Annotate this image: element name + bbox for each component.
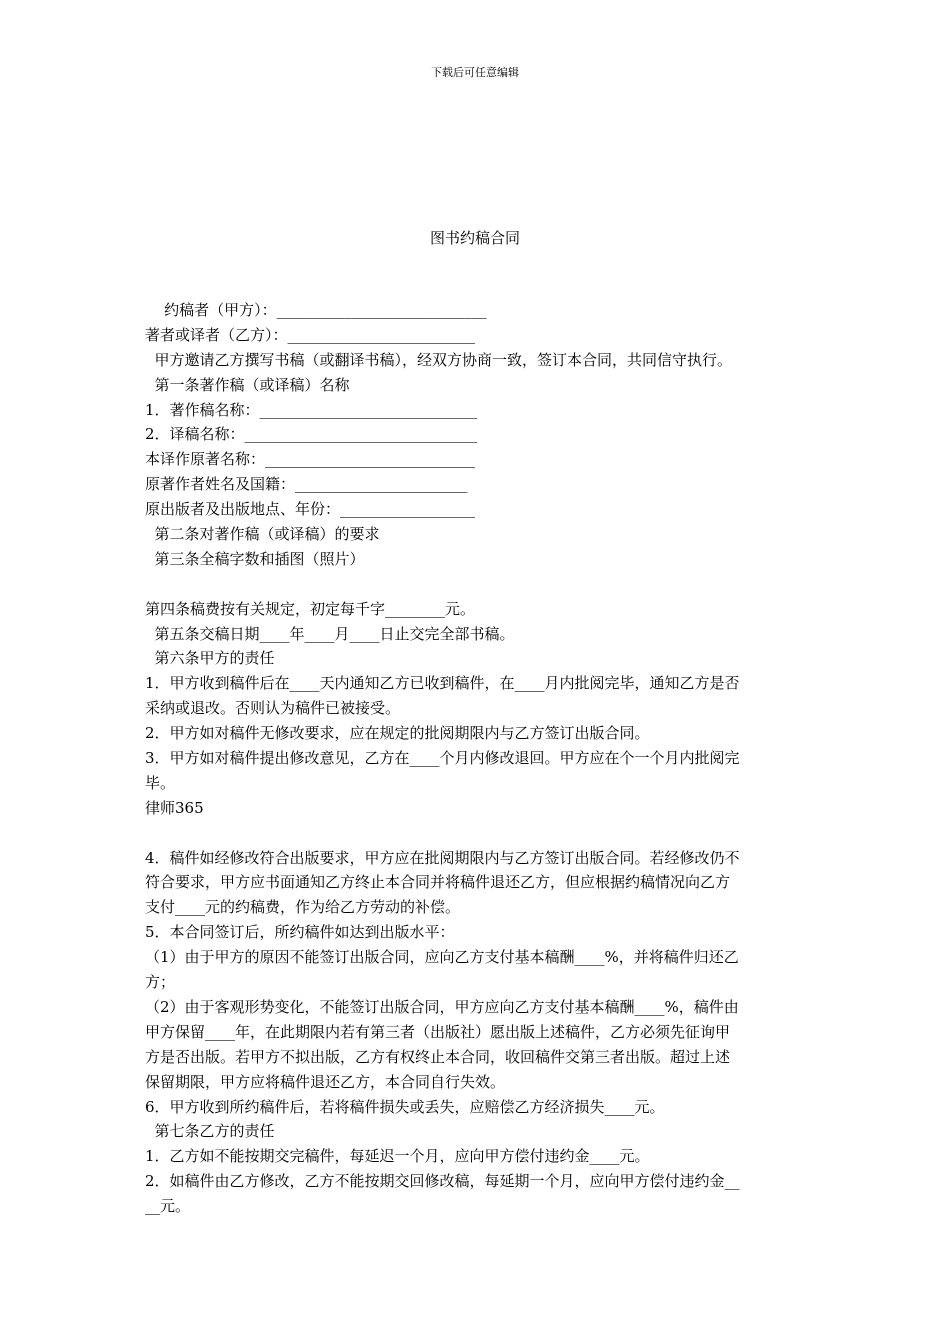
text-line: 2．甲方如对稿件无修改要求，应在规定的批阅期限内与乙方签订出版合同。: [145, 724, 650, 743]
text-line: 第六条甲方的责任: [145, 649, 275, 668]
text-line: 著者或译者（乙方）：_________________________: [145, 325, 476, 344]
text-line: 原出版者及出版地点、年份：__________________: [145, 500, 476, 519]
text-line: 第二条对著作稿（或译稿）的要求: [145, 525, 380, 544]
text-line: （2）由于客观形势变化，不能签订出版合同，甲方应向乙方支付基本稿酬____%，稿件由: [145, 997, 739, 1016]
text-line: 采纳或退改。否则认为稿件已被接受。: [145, 699, 401, 718]
text-line: 1．甲方收到稿件后在____天内通知乙方已收到稿件，在____月内批阅完毕，通知乙方是否: [145, 674, 740, 693]
text-line: 6．甲方收到所约稿件后，若将稿件损失或丢失，应赔偿乙方经济损失____元。: [145, 1097, 665, 1116]
text-line: 支付____元的约稿费，作为给乙方劳动的补偿。: [145, 898, 461, 917]
text-line: 律师365: [145, 798, 204, 817]
document-title: 图书约稿合同: [429, 229, 520, 247]
text-line: 约稿者（甲方）：____________________________: [145, 301, 487, 319]
text-line: 第四条稿费按有关规定，初定每千字________元。: [145, 599, 476, 618]
text-line: （1）由于甲方的原因不能签订出版合同，应向乙方支付基本稿酬____%，并将稿件归还乙: [145, 948, 739, 967]
text-line: 本译作原著名称：____________________________: [145, 450, 476, 469]
text-line: 2．译稿名称：_______________________________: [145, 425, 478, 444]
text-line: 4．稿件如经修改符合出版要求，甲方应在批阅期限内与乙方签订出版合同。若经修改仍不: [145, 848, 740, 867]
blank-line: [145, 572, 810, 597]
text-line: 5．本合同签订后，所约稿件如达到出版水平：: [145, 923, 455, 942]
text-line: 方是否出版。若甲方不拟出版，乙方有权终止本合同，收回稿件交第三者出版。超过上述: [145, 1047, 731, 1066]
header-note: 下载后可任意编辑: [431, 66, 519, 79]
text-line: 3．甲方如对稿件提出修改意见，乙方在____个月内修改退回。甲方应在个一个月内批阅完: [145, 749, 740, 768]
text-line: 方；: [145, 973, 176, 992]
blank-line: [145, 821, 810, 846]
text-line: 第三条全稿字数和插图（照片）: [145, 549, 365, 568]
text-line: 1．著作稿名称：_____________________________: [145, 400, 478, 419]
text-line: 甲方邀请乙方撰写书稿（或翻译书稿），经双方协商一致，签订本合同，共同信守执行。: [145, 350, 733, 369]
document-body: [145, 298, 810, 1219]
text-line: 甲方保留____年，在此期限内若有第三者（出版社）愿出版上述稿件，乙方必须先征询甲: [145, 1022, 731, 1041]
text-line: __元。: [145, 1197, 191, 1216]
text-line: 第五条交稿日期____年____月____日止交完全部书稿。: [145, 624, 515, 643]
text-line: 符合要求，甲方应书面通知乙方终止本合同并将稿件退还乙方，但应根据约稿情况向乙方: [145, 873, 731, 892]
text-line: 2．如稿件由乙方修改，乙方不能按期交回修改稿，每延期一个月，应向甲方偿付违约金__: [145, 1172, 740, 1191]
text-line: 第一条著作稿（或译稿）名称: [145, 375, 350, 394]
text-line: 1．乙方如不能按期交完稿件，每延迟一个月，应向甲方偿付违约金____元。: [145, 1147, 650, 1166]
text-line: 保留期限，甲方应将稿件退还乙方，本合同自行失效。: [145, 1072, 506, 1091]
text-line: 原著作者姓名及国籍：_______________________: [145, 475, 468, 494]
text-line: 毕。: [145, 773, 176, 792]
text-line: 第七条乙方的责任: [145, 1122, 275, 1141]
